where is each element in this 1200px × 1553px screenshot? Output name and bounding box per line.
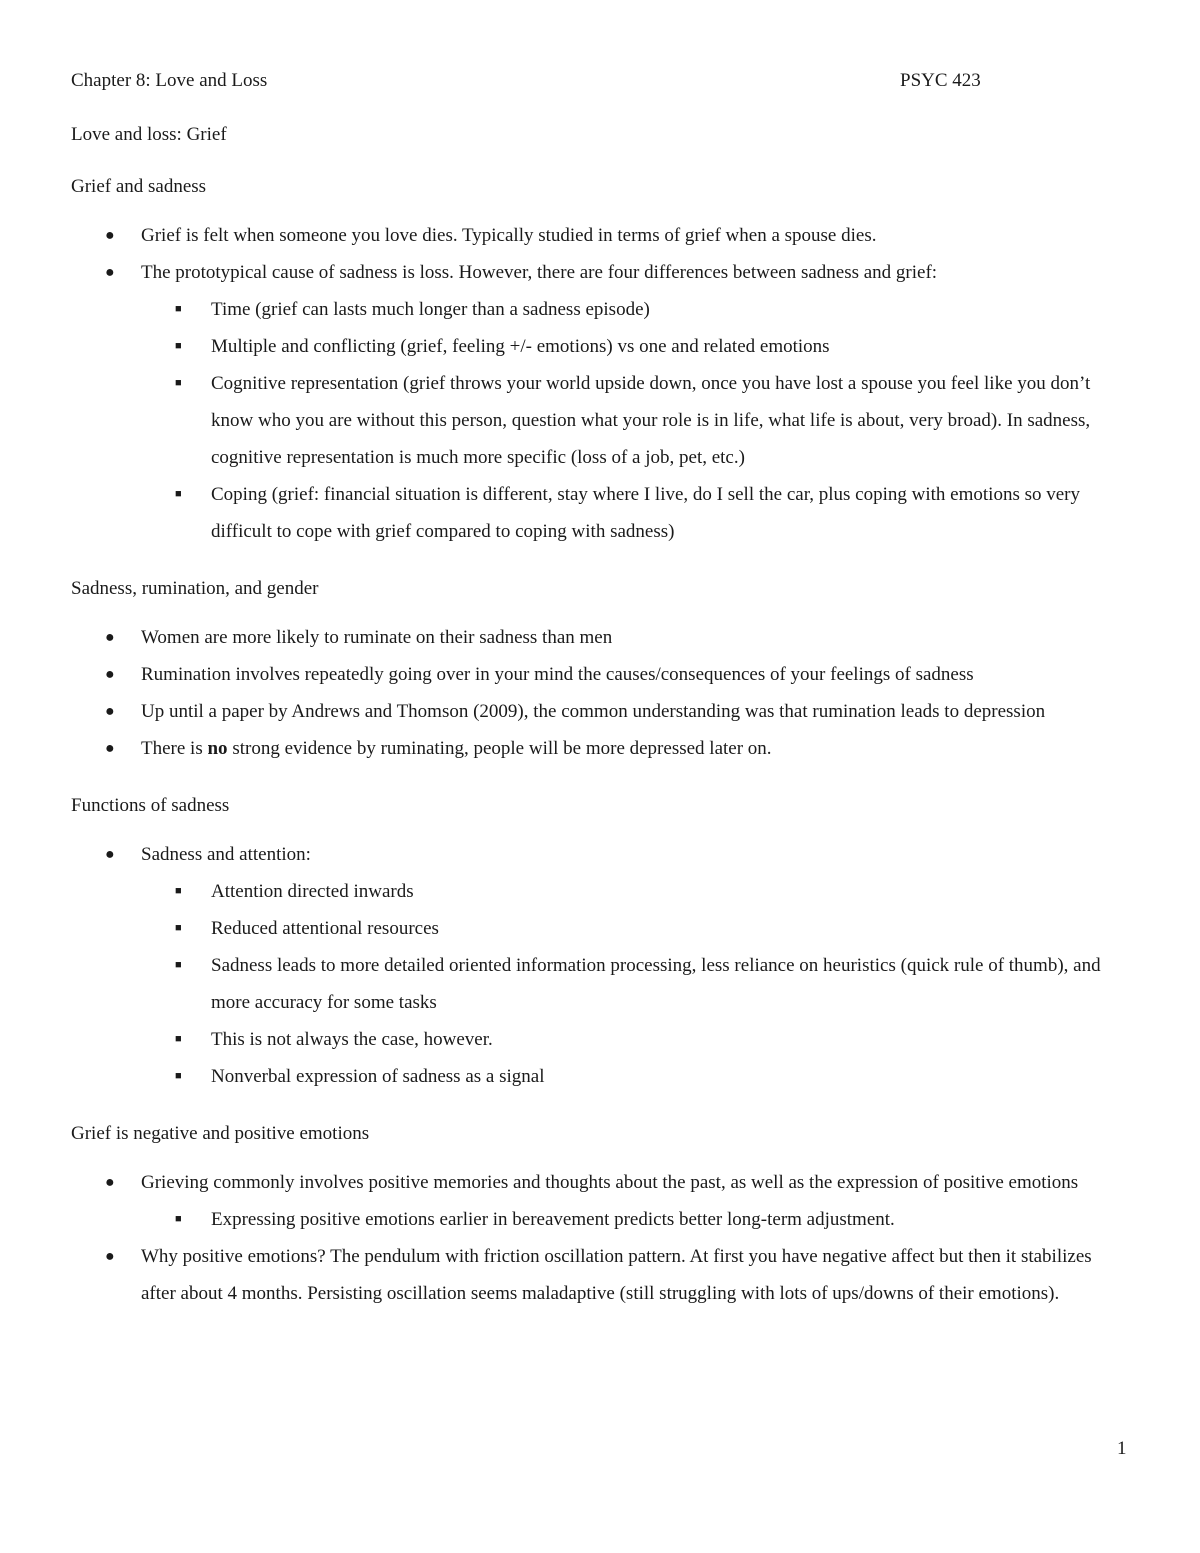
section-sadness-rumination-gender	[71, 576, 1131, 767]
list-item	[71, 217, 1131, 254]
sub-list-item	[141, 476, 1131, 550]
chapter-title: Chapter 8: Love and Loss	[71, 70, 268, 91]
sub-list-item	[141, 328, 1131, 365]
sub-bullet-list	[141, 1201, 1131, 1238]
square-bullet-icon: ■	[175, 377, 182, 389]
course-code: PSYC 423	[900, 70, 981, 91]
bullet-icon: ●	[105, 264, 115, 281]
section-heading: Functions of sadness	[71, 795, 230, 816]
list-item-text: Sadness and attention:	[141, 844, 311, 865]
list-item	[71, 836, 1131, 1095]
sub-list-item-text: This is not always the case, however.	[211, 1029, 493, 1050]
list-item-text: The prototypical cause of sadness is loss. However, there are four differences between sadness and grief:	[141, 262, 938, 283]
section-heading: Sadness, rumination, and gender	[71, 578, 319, 599]
bullet-icon: ●	[105, 703, 115, 720]
section-heading: Grief is negative and positive emotions	[71, 1123, 370, 1144]
document-title: Love and loss: Grief	[71, 124, 227, 145]
sub-list-item	[141, 1021, 1131, 1058]
bullet-icon: ●	[105, 666, 115, 683]
sub-list-item-text: Multiple and conflicting (grief, feeling +/- emotions) vs one and related emotions	[211, 336, 830, 357]
sub-list-item-text: Expressing positive emotions earlier in bereavement predicts better long-term adjustment.	[211, 1209, 895, 1230]
sub-list-item-text: Nonverbal expression of sadness as a signal	[211, 1066, 545, 1087]
list-item-text: Why positive emotions? The pendulum with friction oscillation pattern. At first you have negative affect but then it stabilizes after about 4 months. Persisting oscillation seems maladaptive (still struggling with lots of ups/downs of their emotions).	[141, 1246, 1092, 1304]
list-item-text: Rumination involves repeatedly going over in your mind the causes/consequences of your feelings of sadness	[141, 664, 974, 685]
document-body	[71, 122, 1131, 1312]
square-bullet-icon: ■	[175, 922, 182, 934]
bullet-icon: ●	[105, 227, 115, 244]
list-item	[71, 254, 1131, 550]
sub-bullet-list	[141, 873, 1131, 1095]
square-bullet-icon: ■	[175, 959, 182, 971]
list-item-text: Grieving commonly involves positive memories and thoughts about the past, as well as the expression of positive emotions	[141, 1172, 1079, 1193]
section-grief-and-sadness	[71, 174, 1131, 550]
list-item-text: Grief is felt when someone you love dies. Typically studied in terms of grief when a spouse dies.	[141, 225, 877, 246]
square-bullet-icon: ■	[175, 488, 182, 500]
bullet-icon: ●	[105, 629, 115, 646]
list-item-text: Up until a paper by Andrews and Thomson (2009), the common understanding was that rumination leads to depression	[141, 701, 1046, 722]
sub-list-item-text: Attention directed inwards	[211, 881, 414, 902]
sub-bullet-list	[141, 291, 1131, 550]
section-heading: Grief and sadness	[71, 176, 207, 197]
bullet-icon: ●	[105, 740, 115, 757]
square-bullet-icon: ■	[175, 1070, 182, 1082]
sub-list-item-text: Sadness leads to more detailed oriented information processing, less reliance on heuristics (quick rule of thumb), and more accuracy for some tasks	[211, 955, 1101, 1013]
sub-list-item	[141, 947, 1131, 1021]
bullet-list	[71, 217, 1131, 550]
square-bullet-icon: ■	[175, 1213, 182, 1225]
emphasis-text: no	[207, 738, 228, 759]
sub-list-item	[141, 291, 1131, 328]
list-item-text: Women are more likely to ruminate on their sadness than men	[141, 627, 613, 648]
sub-list-item-text: Time (grief can lasts much longer than a sadness episode)	[211, 299, 650, 320]
sub-list-item-text: Reduced attentional resources	[211, 918, 439, 939]
page-header	[71, 70, 991, 96]
list-item	[71, 619, 1131, 656]
square-bullet-icon: ■	[175, 303, 182, 315]
bullet-icon: ●	[105, 1174, 115, 1191]
bullet-list	[71, 1164, 1131, 1312]
sub-list-item	[141, 1201, 1131, 1238]
bullet-icon: ●	[105, 846, 115, 863]
page-number: 1	[1117, 1438, 1127, 1459]
section-grief-negative-positive	[71, 1121, 1131, 1312]
square-bullet-icon: ■	[175, 1033, 182, 1045]
list-item	[71, 656, 1131, 693]
list-item	[71, 693, 1131, 730]
sub-list-item	[141, 873, 1131, 910]
list-item	[71, 1238, 1131, 1312]
bullet-list	[71, 836, 1131, 1095]
sub-list-item-text: Coping (grief: financial situation is different, stay where I live, do I sell the car, plus coping with emotions so very difficult to cope with grief compared to coping with sadness)	[211, 484, 1080, 542]
list-item	[71, 1164, 1131, 1238]
list-item-text-prefix: There is	[141, 738, 208, 759]
list-item-text-suffix: strong evidence by ruminating, people will be more depressed later on.	[227, 738, 772, 759]
bullet-icon: ●	[105, 1248, 115, 1265]
list-item	[71, 730, 1131, 767]
section-functions-of-sadness	[71, 793, 1131, 1095]
square-bullet-icon: ■	[175, 340, 182, 352]
sub-list-item-text: Cognitive representation (grief throws your world upside down, once you have lost a spouse you feel like you don’t know who you are without this person, question what your role is in life, what life is about, very broad). In sadness, cognitive representation is much more specific (loss of a job, pet, etc.)	[211, 373, 1091, 468]
sub-list-item	[141, 1058, 1131, 1095]
bullet-list	[71, 619, 1131, 767]
sub-list-item	[141, 365, 1131, 476]
square-bullet-icon: ■	[175, 885, 182, 897]
sub-list-item	[141, 910, 1131, 947]
